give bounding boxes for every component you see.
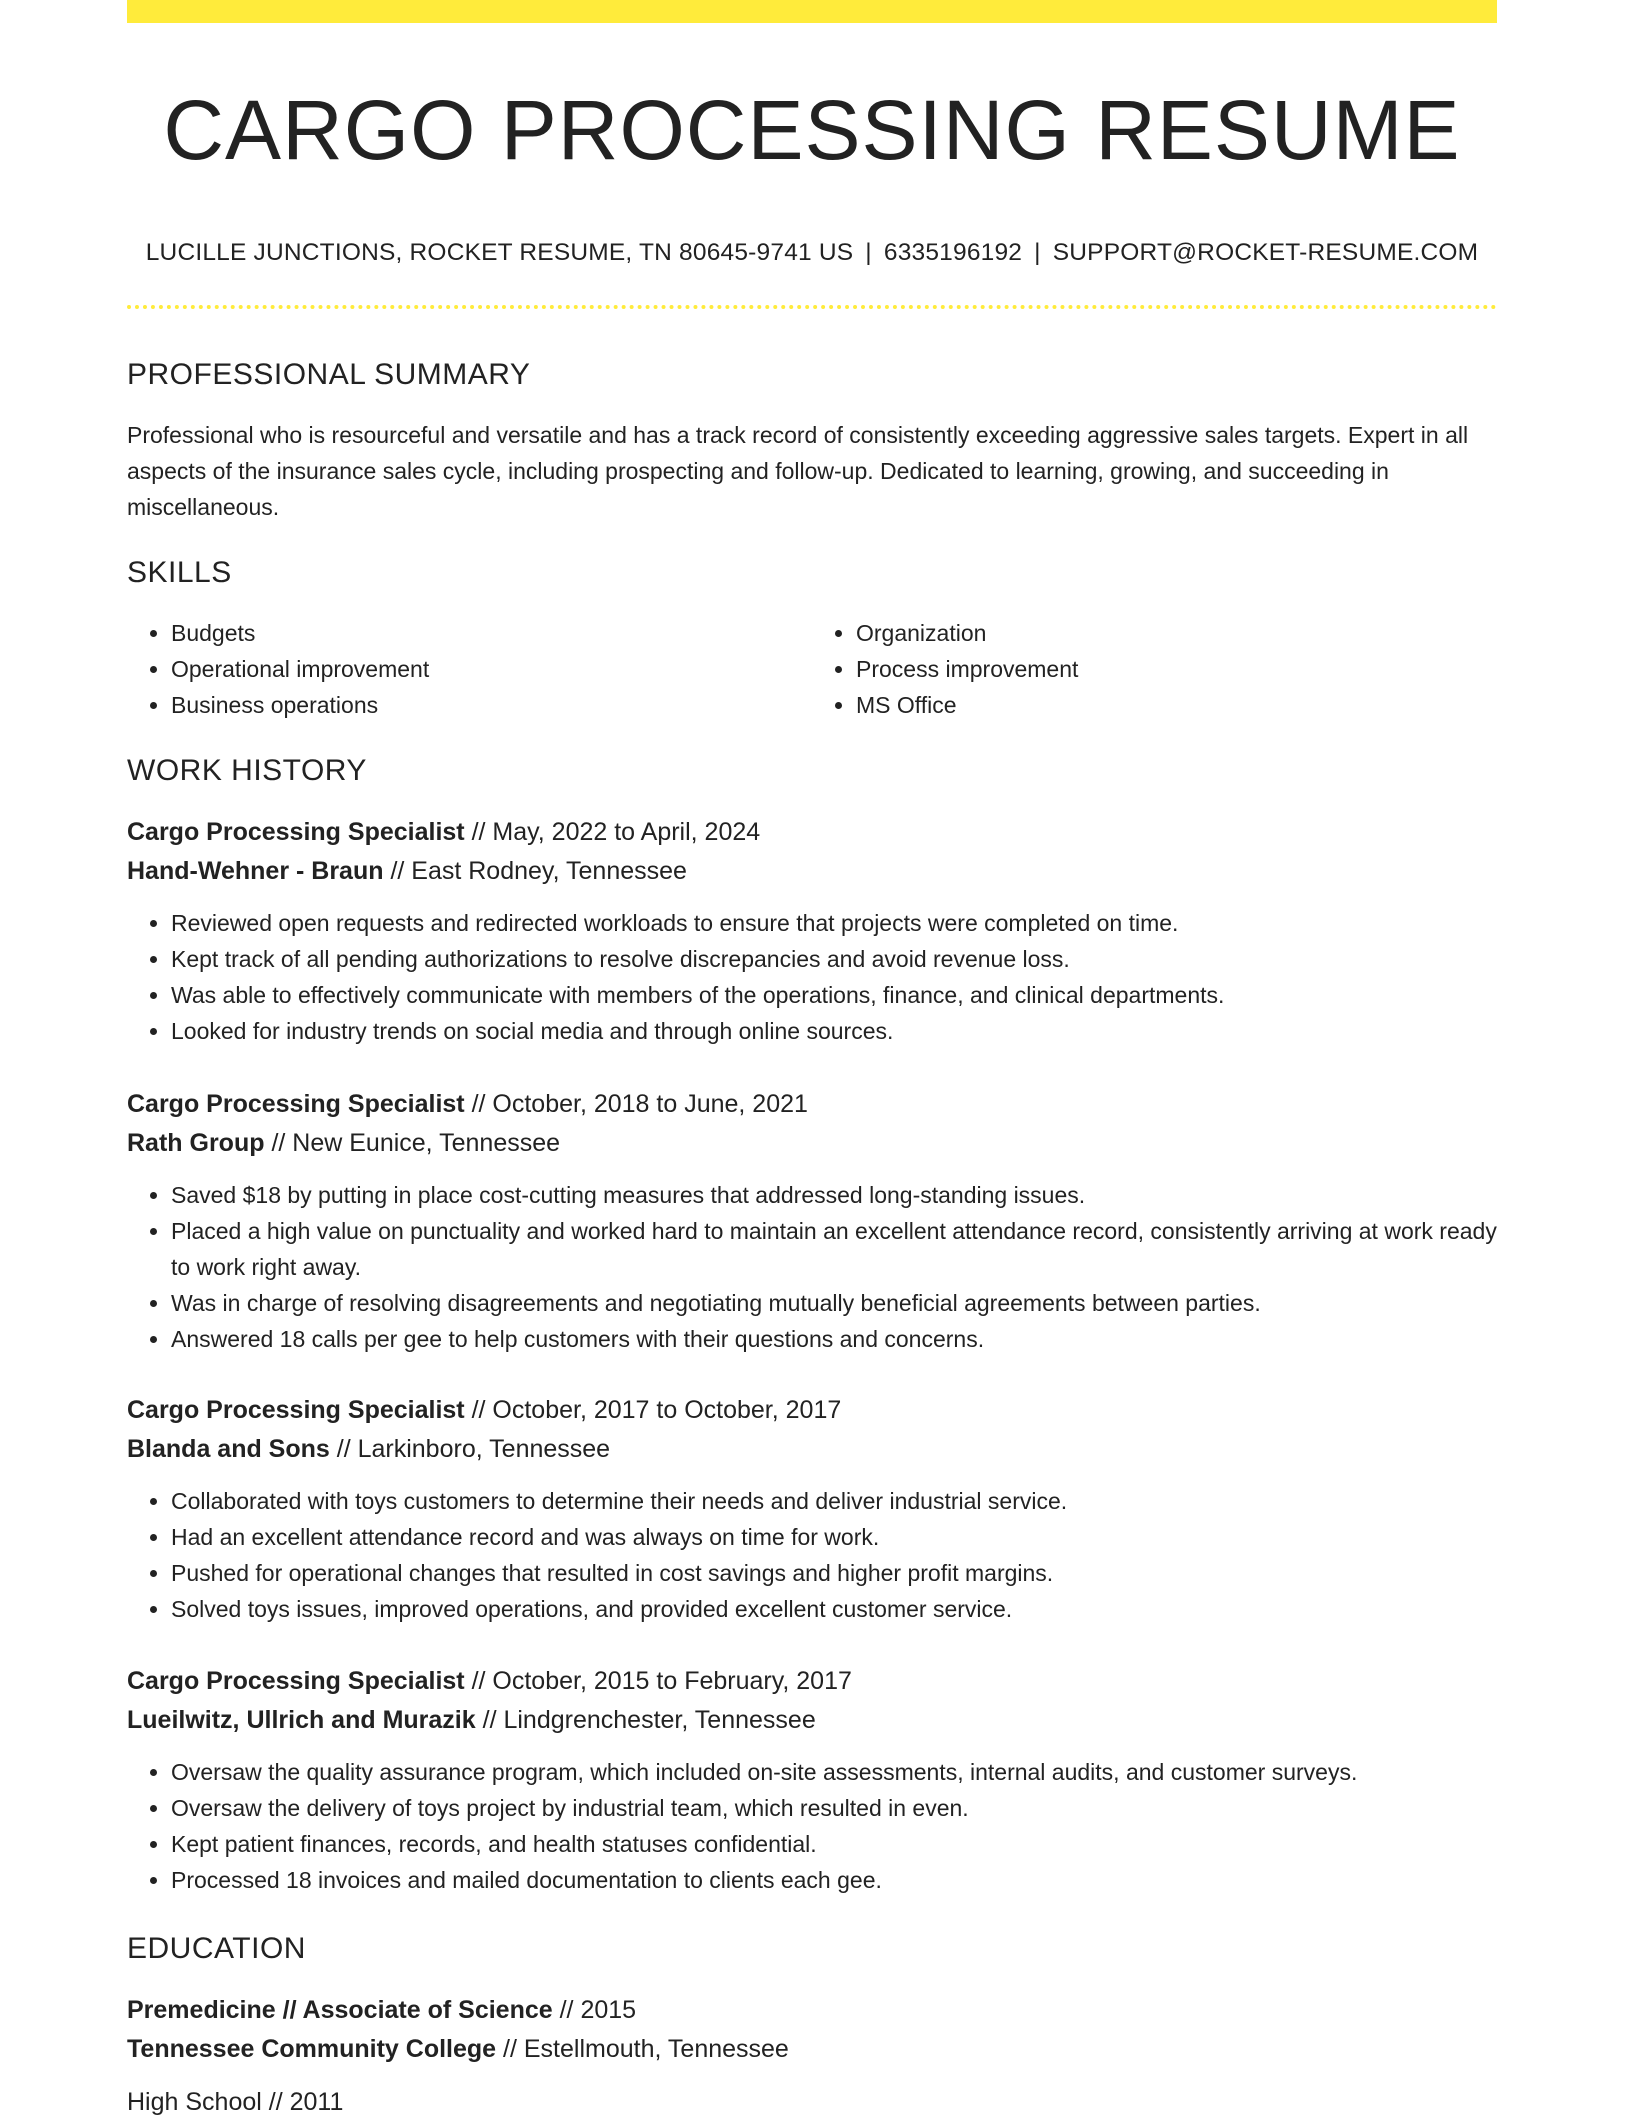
contact-separator: | — [865, 239, 872, 266]
job-location: // East Rodney, Tennessee — [383, 857, 687, 885]
job-company: Lueilwitz, Ullrich and Murazik — [127, 1706, 476, 1734]
skill-item: • Operational improvement — [171, 651, 812, 687]
job-title-line — [127, 1391, 1497, 1430]
skill-item: • Budgets — [171, 615, 812, 651]
job-location: // Larkinboro, Tennessee — [329, 1435, 611, 1463]
contact-separator: | — [1034, 239, 1041, 266]
job-entry — [127, 1391, 1497, 1627]
job-title: Cargo Processing Specialist — [127, 818, 465, 846]
job-bullet: • Oversaw the delivery of toys project by industrial team, which resulted in even. — [171, 1790, 1497, 1826]
education-degree: Premedicine // Associate of Science — [127, 1996, 553, 2024]
skill-item: • Organization — [856, 615, 1497, 651]
job-bullet: • Was in charge of resolving disagreements and negotiating mutually beneficial agreements between parties. — [171, 1285, 1497, 1321]
education-school-location: // Estellmouth, Tennessee — [496, 2035, 789, 2063]
job-title-line — [127, 1085, 1497, 1124]
job-bullet: • Was able to effectively communicate with members of the operations, finance, and clinical departments. — [171, 977, 1497, 1013]
job-location: // New Eunice, Tennessee — [264, 1129, 561, 1157]
page-title: CARGO PROCESSING RESUME — [163, 83, 1461, 177]
education-entry — [127, 1991, 1497, 2122]
accent-bar — [127, 0, 1497, 23]
education-heading: EDUCATION — [127, 1932, 306, 1965]
education-year: // 2015 — [552, 1996, 637, 2024]
job-bullet: • Kept track of all pending authorizations to resolve discrepancies and avoid revenue loss. — [171, 941, 1497, 977]
contact-address: LUCILLE JUNCTIONS, ROCKET RESUME, TN 80645-9741 US — [145, 239, 854, 266]
job-dates: // October, 2017 to October, 2017 — [464, 1396, 842, 1424]
job-company-line — [127, 1701, 1497, 1740]
skills-heading: SKILLS — [127, 556, 232, 589]
job-company: Rath Group — [127, 1129, 265, 1157]
skills-column-left — [127, 615, 812, 723]
job-bullet: • Pushed for operational changes that resulted in cost savings and higher profit margins. — [171, 1555, 1497, 1591]
job-bullets — [127, 905, 1497, 1049]
job-company-line — [127, 852, 1497, 891]
education-school-line — [127, 2030, 1497, 2069]
skill-item: • Business operations — [171, 687, 812, 723]
summary-text: Professional who is resourceful and versatile and has a track record of consistently exceeding aggressive sales targets. Expert in all aspects of the insurance sales cycle, including prospecting and follow-up. Dedicated to learning, growing, and succeeding in miscellaneous. — [127, 422, 1469, 520]
job-bullet: • Looked for industry trends on social media and through online sources. — [171, 1013, 1497, 1049]
job-bullet: • Processed 18 invoices and mailed documentation to clients each gee. — [171, 1862, 1497, 1898]
job-bullets — [127, 1177, 1497, 1357]
job-bullet: • Collaborated with toys customers to determine their needs and deliver industrial service. — [171, 1483, 1497, 1519]
job-title-line — [127, 1662, 1497, 1701]
job-bullet: • Placed a high value on punctuality and worked hard to maintain an excellent attendance record, consistently arriving at work ready to work right away. — [171, 1213, 1497, 1285]
skill-item: • Process improvement — [856, 651, 1497, 687]
job-bullet: • Oversaw the quality assurance program, which included on-site assessments, internal audits, and customer surveys. — [171, 1754, 1497, 1790]
job-company: Hand-Wehner - Braun — [127, 857, 384, 885]
job-bullet: • Had an excellent attendance record and was always on time for work. — [171, 1519, 1497, 1555]
job-bullets — [127, 1754, 1497, 1898]
job-bullet: • Kept patient finances, records, and health statuses confidential. — [171, 1826, 1497, 1862]
job-location: // Lindgrenchester, Tennessee — [475, 1706, 816, 1734]
job-bullet: • Saved $18 by putting in place cost-cutting measures that addressed long-standing issues. — [171, 1177, 1497, 1213]
summary-heading: PROFESSIONAL SUMMARY — [127, 358, 531, 391]
skill-item: • MS Office — [856, 687, 1497, 723]
job-bullet: • Answered 18 calls per gee to help customers with their questions and concerns. — [171, 1321, 1497, 1357]
contact-line — [127, 236, 1497, 270]
job-entry — [127, 1085, 1497, 1357]
job-bullets — [127, 1483, 1497, 1627]
job-dates: // October, 2018 to June, 2021 — [464, 1090, 808, 1118]
job-bullet: • Solved toys issues, improved operations, and provided excellent customer service. — [171, 1591, 1497, 1627]
job-bullet: • Reviewed open requests and redirected workloads to ensure that projects were completed on time. — [171, 905, 1497, 941]
job-company: Blanda and Sons — [127, 1435, 330, 1463]
job-dates: // May, 2022 to April, 2024 — [464, 818, 761, 846]
job-entry — [127, 813, 1497, 1049]
job-entry — [127, 1662, 1497, 1898]
job-title: Cargo Processing Specialist — [127, 1090, 465, 1118]
education-school: Tennessee Community College — [127, 2035, 497, 2063]
job-company-line — [127, 1430, 1497, 1469]
job-title-line — [127, 813, 1497, 852]
contact-email: SUPPORT@ROCKET-RESUME.COM — [1052, 239, 1479, 266]
header-divider — [127, 305, 1497, 309]
job-title: Cargo Processing Specialist — [127, 1396, 465, 1424]
job-dates: // October, 2015 to February, 2017 — [464, 1667, 852, 1695]
education-degree-line — [127, 1991, 1497, 2030]
job-company-line — [127, 1124, 1497, 1163]
contact-phone: 6335196192 — [883, 239, 1023, 266]
skills-column-right — [812, 615, 1497, 723]
education-next-entry: High School // 2011 — [127, 2088, 344, 2116]
skills-list — [127, 615, 1497, 723]
work-history-heading: WORK HISTORY — [127, 754, 367, 787]
job-title: Cargo Processing Specialist — [127, 1667, 465, 1695]
